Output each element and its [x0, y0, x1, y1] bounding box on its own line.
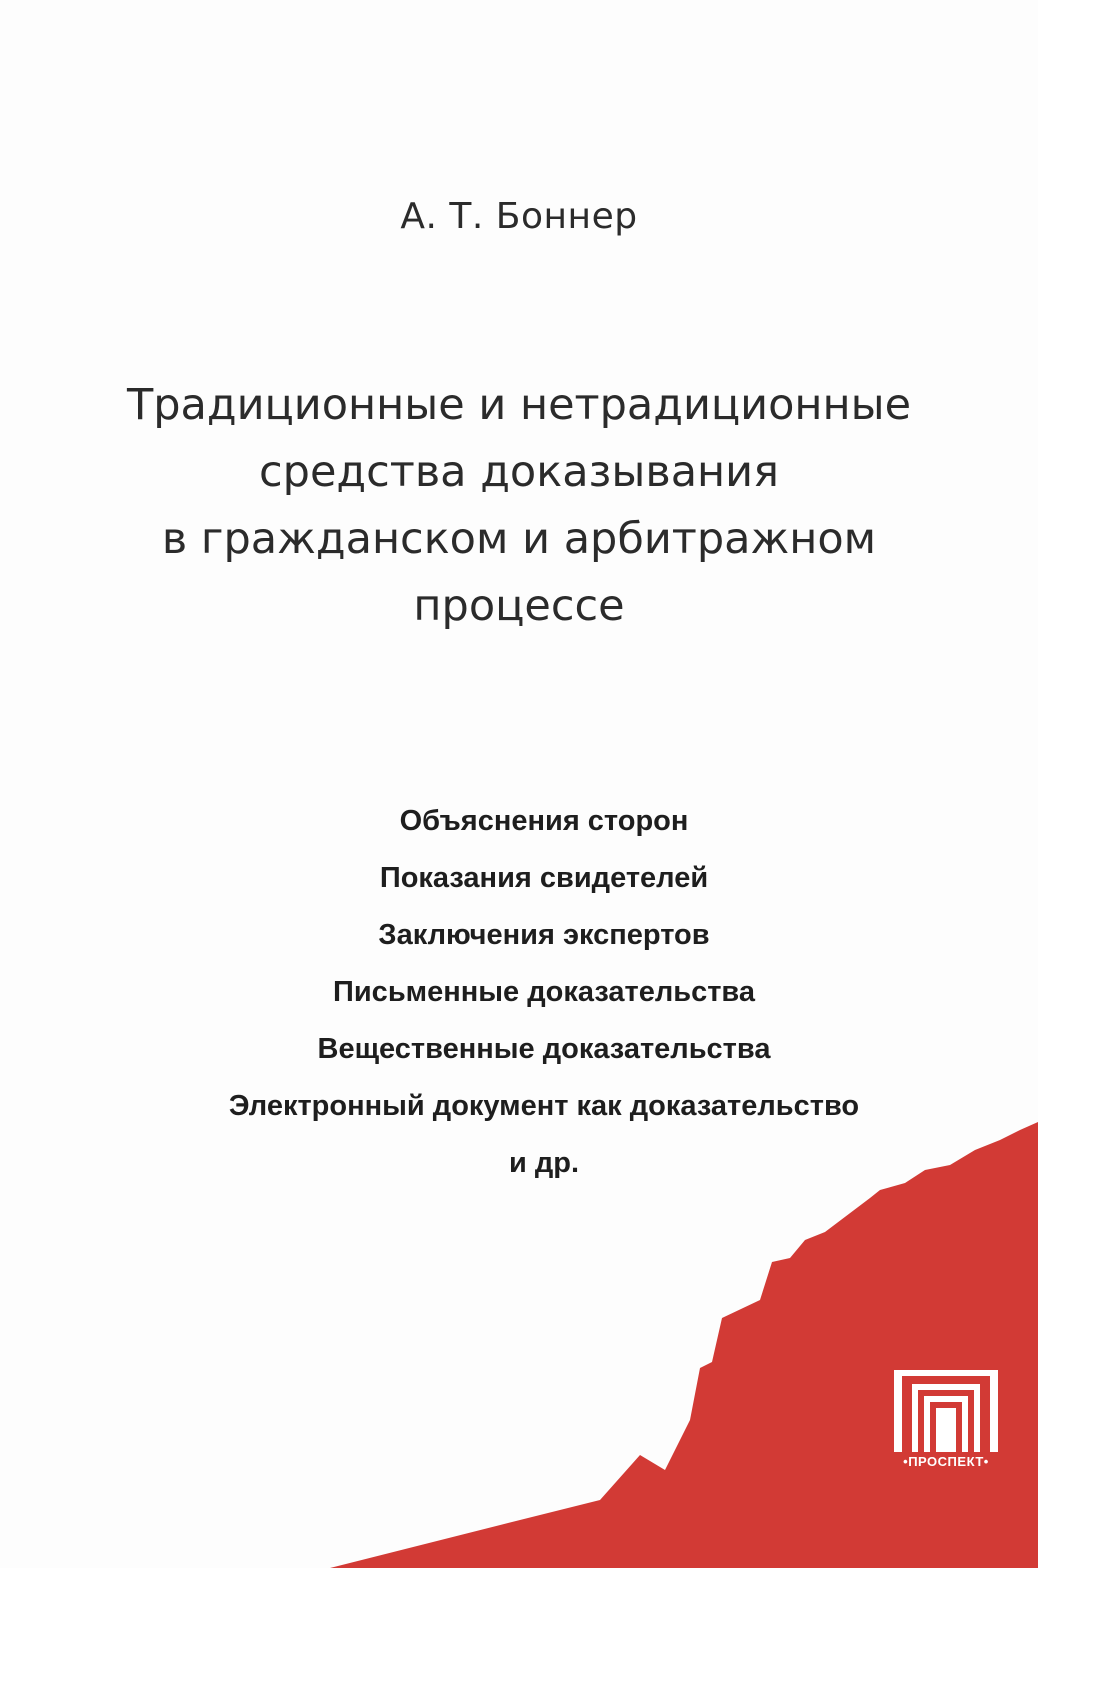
- list-item: и др.: [508, 1147, 580, 1179]
- list-item: Объяснения сторон: [399, 805, 689, 837]
- title-line: в гражданском и арбитражном: [161, 514, 877, 564]
- evidence-list: [120, 793, 968, 1192]
- title-line: процессе: [413, 581, 625, 631]
- author-name: А. Т. Боннер: [400, 196, 638, 237]
- book-title: [60, 372, 978, 640]
- publisher-name: •ПРОСПЕКТ•: [903, 1454, 989, 1469]
- list-item: Заключения экспертов: [378, 919, 710, 951]
- title-line: Традиционные и нетрадиционные: [126, 380, 912, 430]
- list-item: Показания свидетелей: [379, 862, 709, 894]
- title-line: средства доказывания: [259, 447, 779, 497]
- list-item: Письменные доказательства: [333, 976, 755, 1008]
- list-item: Вещественные доказательства: [317, 1033, 771, 1065]
- building-portal-icon: [894, 1370, 998, 1452]
- list-item: Электронный документ как доказательство: [228, 1090, 860, 1122]
- publisher-logo: [894, 1370, 998, 1474]
